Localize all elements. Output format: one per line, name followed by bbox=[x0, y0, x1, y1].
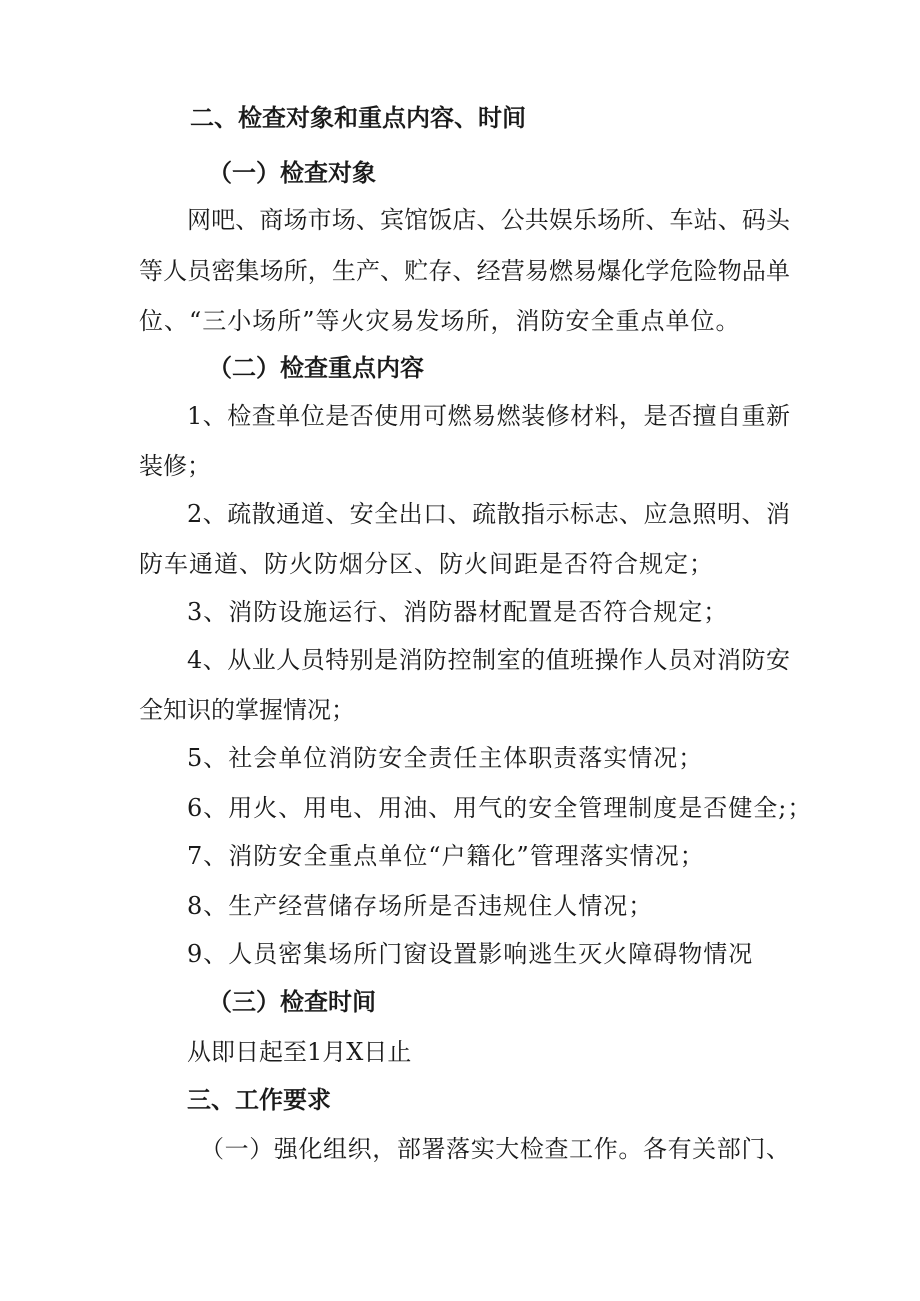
item-3: 3、消防设施运行、消防器材配置是否符合规定； bbox=[187, 598, 729, 626]
objects-paragraph-line-1: 网吧、商场市场、宾馆饭店、公共娱乐场所、车站、码头 bbox=[187, 206, 790, 234]
item-1-line-1: 1、检查单位是否使用可燃易燃装修材料，是否擅自重新 bbox=[187, 402, 790, 430]
objects-paragraph-line-3: 位、“三小场所”等火灾易发场所，消防安全重点单位。 bbox=[139, 307, 741, 335]
section-three-heading: 三、工作要求 bbox=[187, 1085, 331, 1114]
item-1-line-2: 装修； bbox=[139, 452, 211, 480]
item-7: 7、消防安全重点单位“户籍化”管理落实情况； bbox=[187, 842, 705, 870]
objects-paragraph-line-2: 等人员密集场所，生产、贮存、经营易燃易爆化学危险物品单 bbox=[139, 257, 790, 285]
inspection-time-text: 从即日起至1月X日止 bbox=[187, 1038, 412, 1066]
section-two-heading: 二、检查对象和重点内容、时间 bbox=[190, 103, 526, 132]
item-2-line-1: 2、疏散通道、安全出口、疏散指示标志、应急照明、消 bbox=[187, 500, 790, 528]
item-8: 8、生产经营储存场所是否违规住人情况； bbox=[187, 892, 654, 920]
item-5: 5、社会单位消防安全责任主体职责落实情况； bbox=[187, 744, 704, 772]
item-2-line-2: 防车通道、防火防烟分区、防火间距是否符合规定； bbox=[139, 550, 714, 578]
requirement-one-line-1: （一）强化组织，部署落实大检查工作。各有关部门、 bbox=[200, 1135, 790, 1163]
item-9: 9、人员密集场所门窗设置影响逃生灭火障碍物情况 bbox=[187, 940, 754, 968]
subsection-three-heading: （三）检查时间 bbox=[208, 987, 376, 1016]
subsection-two-heading: （二）检查重点内容 bbox=[208, 353, 424, 382]
subsection-one-heading: （一）检查对象 bbox=[208, 158, 376, 187]
item-4-line-1: 4、从业人员特别是消防控制室的值班操作人员对消防安 bbox=[187, 646, 790, 674]
item-4-line-2: 全知识的掌握情况； bbox=[139, 696, 355, 724]
item-6: 6、用火、用电、用油、用气的安全管理制度是否健全;； bbox=[187, 794, 813, 822]
